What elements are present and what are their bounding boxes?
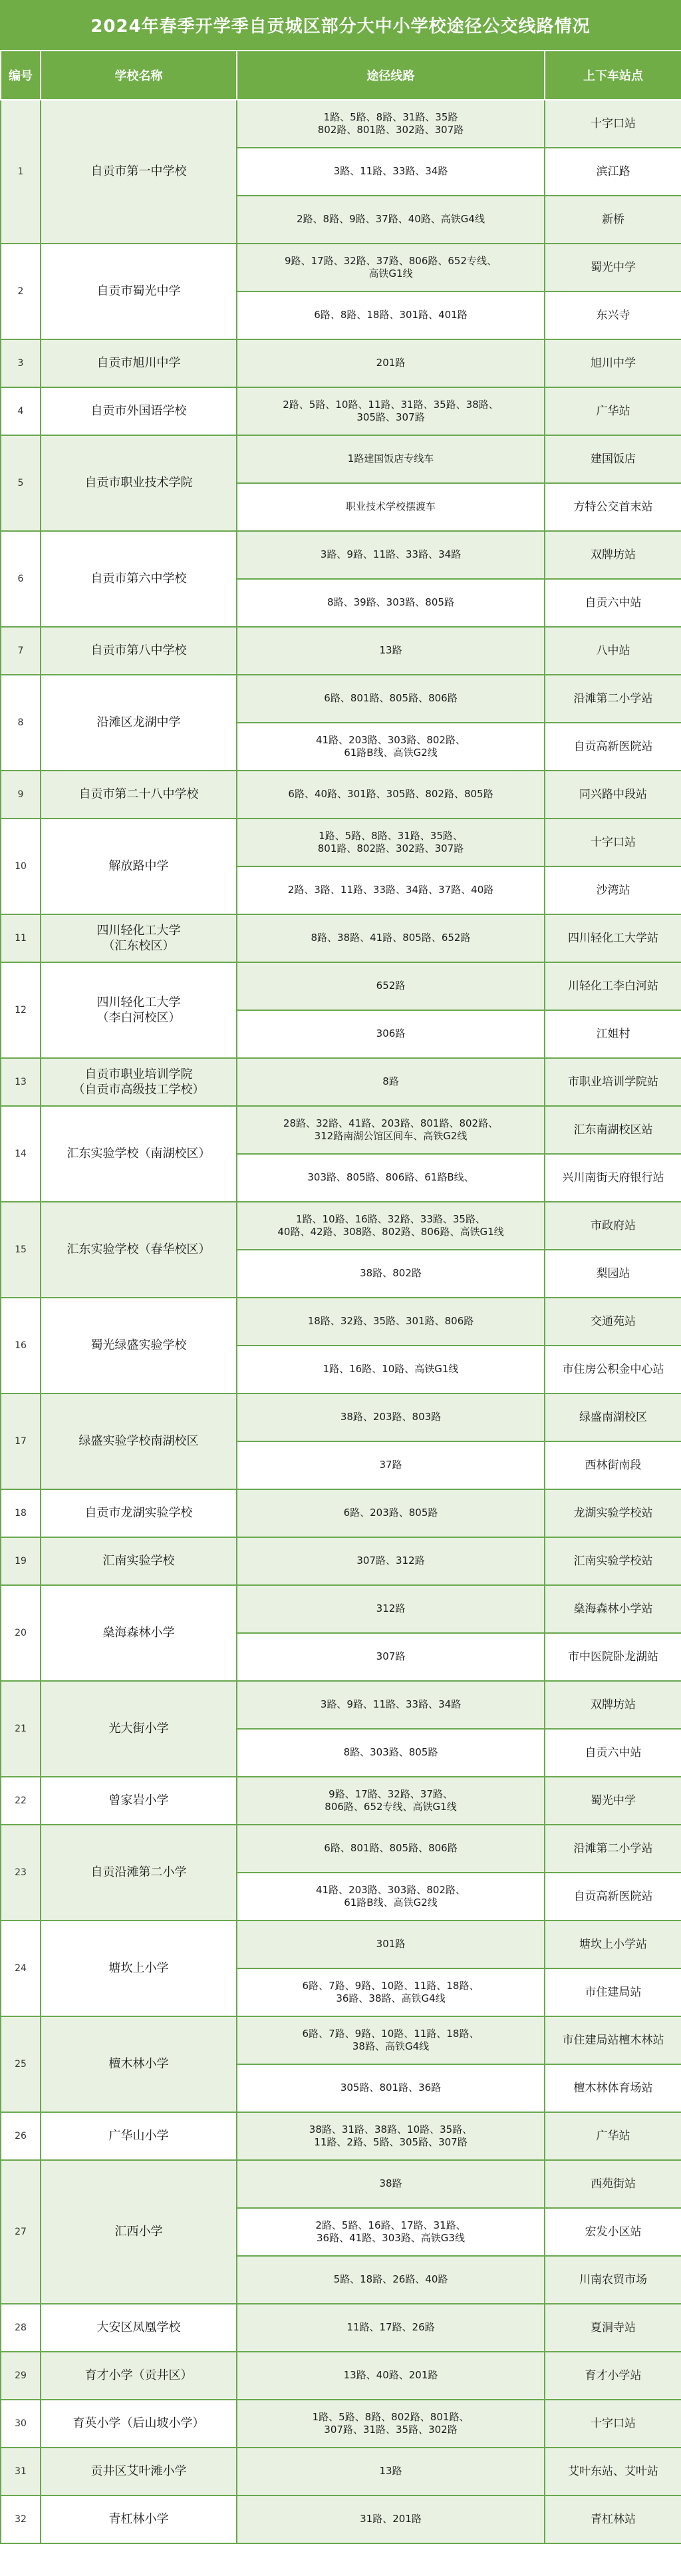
table-row <box>1 1393 681 1441</box>
school-number: 31 <box>1 2448 41 2495</box>
bus-stop: 十字口站 <box>545 819 681 866</box>
route-list: 6路、203路、805路 <box>237 1489 545 1537</box>
school-number: 2 <box>1 244 41 339</box>
table-row <box>1 962 681 1010</box>
school-name: 自贡市蜀光中学 <box>41 244 237 339</box>
school-name: 解放路中学 <box>41 819 237 914</box>
school-number: 18 <box>1 1489 41 1537</box>
school-name: 檀木林小学 <box>41 2016 237 2112</box>
route-list: 38路、31路、38路、10路、35路、 11路、2路、5路、305路、307路 <box>237 2112 545 2160</box>
school-name: 汇南实验学校 <box>41 1537 237 1585</box>
school-name: 大安区凤凰学校 <box>41 2304 237 2352</box>
school-number: 29 <box>1 2352 41 2400</box>
school-name: 汇东实验学校（南湖校区） <box>41 1106 237 1202</box>
school-number: 17 <box>1 1393 41 1489</box>
route-list: 1路、10路、16路、32路、33路、35路、 40路、42路、308路、802路、806路、高铁G1线 <box>237 1202 545 1250</box>
route-list: 13路 <box>237 627 545 675</box>
bus-stop: 滨江路 <box>545 148 681 196</box>
table-row <box>1 2112 681 2160</box>
bus-stop: 方特公交首末站 <box>545 483 681 531</box>
route-list: 3路、11路、33路、34路 <box>237 148 545 196</box>
bus-stop: 沿滩第二小学站 <box>545 1825 681 1873</box>
school-name: 自贡市职业技术学院 <box>41 435 237 531</box>
bus-stop: 十字口站 <box>545 2400 681 2448</box>
school-name: 汇东实验学校（春华校区） <box>41 1202 237 1298</box>
route-list: 8路 <box>237 1058 545 1106</box>
route-list: 38路、203路、803路 <box>237 1393 545 1441</box>
school-number: 23 <box>1 1825 41 1921</box>
route-list: 31路、201路 <box>237 2495 545 2543</box>
table-row <box>1 435 681 483</box>
school-name: 塘坎上小学 <box>41 1921 237 2016</box>
bus-stop: 龙湖实验学校站 <box>545 1489 681 1537</box>
bus-stop: 沙湾站 <box>545 866 681 914</box>
document-title: 2024年春季开学季自贡城区部分大中小学校途径公交线路情况 <box>0 0 681 50</box>
bus-stop: 交通苑站 <box>545 1298 681 1346</box>
school-number: 26 <box>1 2112 41 2160</box>
table-row <box>1 627 681 675</box>
school-name: 自贡市职业培训学院 （自贡市高级技工学校） <box>41 1058 237 1106</box>
school-number: 15 <box>1 1202 41 1298</box>
school-name: 自贡市第六中学校 <box>41 531 237 627</box>
table-header-row <box>1 51 681 100</box>
school-number: 27 <box>1 2160 41 2304</box>
route-list: 1路、5路、8路、802路、801路、 307路、31路、35路、302路 <box>237 2400 545 2448</box>
school-name: 自贡市外国语学校 <box>41 387 237 435</box>
bus-stop: 江姐村 <box>545 1010 681 1058</box>
school-number: 10 <box>1 819 41 914</box>
school-number: 22 <box>1 1777 41 1825</box>
route-list: 1路、5路、8路、31路、35路、 801路、802路、302路、307路 <box>237 819 545 866</box>
header-routes: 途径线路 <box>237 51 545 100</box>
bus-stop: 檀木林体育场站 <box>545 2064 681 2112</box>
school-number: 30 <box>1 2400 41 2448</box>
bus-stop: 汇东南湖校区站 <box>545 1106 681 1154</box>
route-list: 2路、8路、9路、37路、40路、高铁G4线 <box>237 196 545 244</box>
bus-routes-table <box>0 50 681 2544</box>
school-number: 1 <box>1 100 41 244</box>
route-list: 2路、3路、11路、33路、34路、37路、40路 <box>237 866 545 914</box>
school-number: 9 <box>1 771 41 819</box>
table-header <box>1 51 681 100</box>
school-name: 自贡市第八中学校 <box>41 627 237 675</box>
school-name: 青杠林小学 <box>41 2495 237 2543</box>
school-name: 育英小学（后山坡小学） <box>41 2400 237 2448</box>
table-row <box>1 675 681 723</box>
table-row <box>1 771 681 819</box>
table-row <box>1 2160 681 2208</box>
route-list: 1路建国饭店专线车 <box>237 435 545 483</box>
school-number: 20 <box>1 1585 41 1681</box>
route-list: 6路、7路、9路、10路、11路、18路、 36路、38路、高铁G4线 <box>237 1968 545 2016</box>
table-row <box>1 244 681 291</box>
school-name: 沿滩区龙湖中学 <box>41 675 237 771</box>
school-number: 14 <box>1 1106 41 1202</box>
bus-stop: 川轻化工李白河站 <box>545 962 681 1010</box>
school-number: 24 <box>1 1921 41 2016</box>
route-list: 9路、17路、32路、37路、806路、652专线、 高铁G1线 <box>237 244 545 291</box>
bus-stop: 自贡高新医院站 <box>545 723 681 771</box>
table-row <box>1 2495 681 2543</box>
route-list: 6路、40路、301路、305路、802路、805路 <box>237 771 545 819</box>
table-row <box>1 339 681 387</box>
bus-stop: 市住房公积金中心站 <box>545 1346 681 1393</box>
bus-stop: 兴川南街天府银行站 <box>545 1154 681 1202</box>
route-list: 303路、805路、806路、61路B线、 <box>237 1154 545 1202</box>
route-list: 6路、8路、18路、301路、401路 <box>237 291 545 339</box>
school-name: 自贡市旭川中学 <box>41 339 237 387</box>
school-name: 四川轻化工大学 （汇东校区） <box>41 914 237 962</box>
header-school: 学校名称 <box>41 51 237 100</box>
route-list: 6路、801路、805路、806路 <box>237 675 545 723</box>
route-list: 3路、9路、11路、33路、34路 <box>237 531 545 579</box>
table-row <box>1 100 681 148</box>
school-name: 自贡沿滩第二小学 <box>41 1825 237 1921</box>
bus-stop: 建国饭店 <box>545 435 681 483</box>
table-row <box>1 2448 681 2495</box>
school-name: 自贡市第一中学校 <box>41 100 237 244</box>
route-list: 9路、17路、32路、37路、 806路、652专线、高铁G1线 <box>237 1777 545 1825</box>
school-number: 5 <box>1 435 41 531</box>
table-row <box>1 1681 681 1729</box>
bus-stop: 川南农贸市场 <box>545 2256 681 2304</box>
route-list: 18路、32路、35路、301路、806路 <box>237 1298 545 1346</box>
route-list: 301路 <box>237 1921 545 1968</box>
bus-stop: 自贡高新医院站 <box>545 1873 681 1921</box>
bus-stop: 绿盛南湖校区 <box>545 1393 681 1441</box>
table-row <box>1 2016 681 2064</box>
school-number: 25 <box>1 2016 41 2112</box>
bus-stop: 梨园站 <box>545 1250 681 1298</box>
school-number: 3 <box>1 339 41 387</box>
school-number: 19 <box>1 1537 41 1585</box>
route-list: 37路 <box>237 1441 545 1489</box>
school-name: 曾家岩小学 <box>41 1777 237 1825</box>
route-list: 1路、5路、8路、31路、35路 802路、801路、302路、307路 <box>237 100 545 148</box>
school-name: 广华山小学 <box>41 2112 237 2160</box>
school-number: 28 <box>1 2304 41 2352</box>
bus-stop: 市职业培训学院站 <box>545 1058 681 1106</box>
route-list: 11路、17路、26路 <box>237 2304 545 2352</box>
bus-stop: 西林街南段 <box>545 1441 681 1489</box>
bus-stop: 广华站 <box>545 2112 681 2160</box>
table-row <box>1 2352 681 2400</box>
school-number: 4 <box>1 387 41 435</box>
route-list: 13路、40路、201路 <box>237 2352 545 2400</box>
bus-stop: 自贡六中站 <box>545 1729 681 1777</box>
route-list: 2路、5路、10路、11路、31路、35路、38路、 305路、307路 <box>237 387 545 435</box>
header-stop: 上下车站点 <box>545 51 681 100</box>
header-no: 编号 <box>1 51 41 100</box>
route-list: 38路、802路 <box>237 1250 545 1298</box>
route-list: 6路、7路、9路、10路、11路、18路、 38路、高铁G4线 <box>237 2016 545 2064</box>
table-row <box>1 1585 681 1633</box>
school-name: 燊海森林小学 <box>41 1585 237 1681</box>
table-row <box>1 1537 681 1585</box>
bus-stop: 西苑街站 <box>545 2160 681 2208</box>
bus-stop: 四川轻化工大学站 <box>545 914 681 962</box>
bus-stop: 汇南实验学校站 <box>545 1537 681 1585</box>
bus-stop: 新桥 <box>545 196 681 244</box>
route-list: 8路、39路、303路、805路 <box>237 579 545 627</box>
school-number: 32 <box>1 2495 41 2543</box>
table-body <box>1 100 681 2543</box>
table-row <box>1 531 681 579</box>
school-name: 自贡市第二十八中学校 <box>41 771 237 819</box>
bus-stop: 自贡六中站 <box>545 579 681 627</box>
bus-stop: 蜀光中学 <box>545 1777 681 1825</box>
bus-stop: 十字口站 <box>545 100 681 148</box>
route-list: 职业技术学校摆渡车 <box>237 483 545 531</box>
table-row <box>1 1106 681 1154</box>
school-number: 8 <box>1 675 41 771</box>
bus-stop: 双牌坊站 <box>545 1681 681 1729</box>
table-row <box>1 1058 681 1106</box>
route-list: 5路、18路、26路、40路 <box>237 2256 545 2304</box>
bus-stop: 燊海森林小学站 <box>545 1585 681 1633</box>
table-row <box>1 2400 681 2448</box>
table-row <box>1 1202 681 1250</box>
school-name: 育才小学（贡井区） <box>41 2352 237 2400</box>
route-list: 3路、9路、11路、33路、34路 <box>237 1681 545 1729</box>
school-number: 21 <box>1 1681 41 1777</box>
school-number: 11 <box>1 914 41 962</box>
bus-stop: 同兴路中段站 <box>545 771 681 819</box>
school-number: 13 <box>1 1058 41 1106</box>
school-name: 汇西小学 <box>41 2160 237 2304</box>
route-list: 28路、32路、41路、203路、801路、802路、 312路南湖公馆区间车、高铁G2线 <box>237 1106 545 1154</box>
bus-stop: 艾叶东站、艾叶站 <box>545 2448 681 2495</box>
bus-stop: 宏发小区站 <box>545 2208 681 2256</box>
school-name: 绿盛实验学校南湖校区 <box>41 1393 237 1489</box>
table-row <box>1 1825 681 1873</box>
route-list: 41路、203路、303路、802路、 61路B线、高铁G2线 <box>237 1873 545 1921</box>
route-list: 312路 <box>237 1585 545 1633</box>
table-row <box>1 1777 681 1825</box>
school-number: 7 <box>1 627 41 675</box>
bus-stop: 市政府站 <box>545 1202 681 1250</box>
school-name: 蜀光绿盛实验学校 <box>41 1298 237 1393</box>
route-list: 13路 <box>237 2448 545 2495</box>
table-row <box>1 1489 681 1537</box>
bus-stop: 沿滩第二小学站 <box>545 675 681 723</box>
bus-stop: 育才小学站 <box>545 2352 681 2400</box>
route-list: 8路、303路、805路 <box>237 1729 545 1777</box>
route-list: 38路 <box>237 2160 545 2208</box>
route-list: 6路、801路、805路、806路 <box>237 1825 545 1873</box>
route-list: 652路 <box>237 962 545 1010</box>
bus-stop: 蜀光中学 <box>545 244 681 291</box>
school-name: 光大街小学 <box>41 1681 237 1777</box>
table-row <box>1 819 681 866</box>
school-number: 12 <box>1 962 41 1058</box>
table-row <box>1 1921 681 1968</box>
school-name: 四川轻化工大学 （李白河校区） <box>41 962 237 1058</box>
table-row <box>1 914 681 962</box>
table-row <box>1 1298 681 1346</box>
route-list: 306路 <box>237 1010 545 1058</box>
bus-stop: 市住建局站檀木林站 <box>545 2016 681 2064</box>
school-name: 贡井区艾叶滩小学 <box>41 2448 237 2495</box>
bus-stop: 广华站 <box>545 387 681 435</box>
bus-stop: 八中站 <box>545 627 681 675</box>
bus-stop: 市中医院卧龙湖站 <box>545 1633 681 1681</box>
route-list: 1路、16路、10路、高铁G1线 <box>237 1346 545 1393</box>
route-list: 201路 <box>237 339 545 387</box>
bus-stop: 青杠林站 <box>545 2495 681 2543</box>
route-list: 307路、312路 <box>237 1537 545 1585</box>
route-list: 305路、801路、36路 <box>237 2064 545 2112</box>
bus-stop: 东兴寺 <box>545 291 681 339</box>
school-number: 6 <box>1 531 41 627</box>
route-list: 8路、38路、41路、805路、652路 <box>237 914 545 962</box>
route-list: 41路、203路、303路、802路、 61路B线、高铁G2线 <box>237 723 545 771</box>
bus-stop: 塘坎上小学站 <box>545 1921 681 1968</box>
bus-stop: 市住建局站 <box>545 1968 681 2016</box>
table-row <box>1 2304 681 2352</box>
table-row <box>1 387 681 435</box>
bus-stop: 夏洞寺站 <box>545 2304 681 2352</box>
bus-stop: 双牌坊站 <box>545 531 681 579</box>
bus-stop: 旭川中学 <box>545 339 681 387</box>
route-list: 307路 <box>237 1633 545 1681</box>
school-number: 16 <box>1 1298 41 1393</box>
school-name: 自贡市龙湖实验学校 <box>41 1489 237 1537</box>
route-list: 2路、5路、16路、17路、31路、 36路、41路、303路、高铁G3线 <box>237 2208 545 2256</box>
